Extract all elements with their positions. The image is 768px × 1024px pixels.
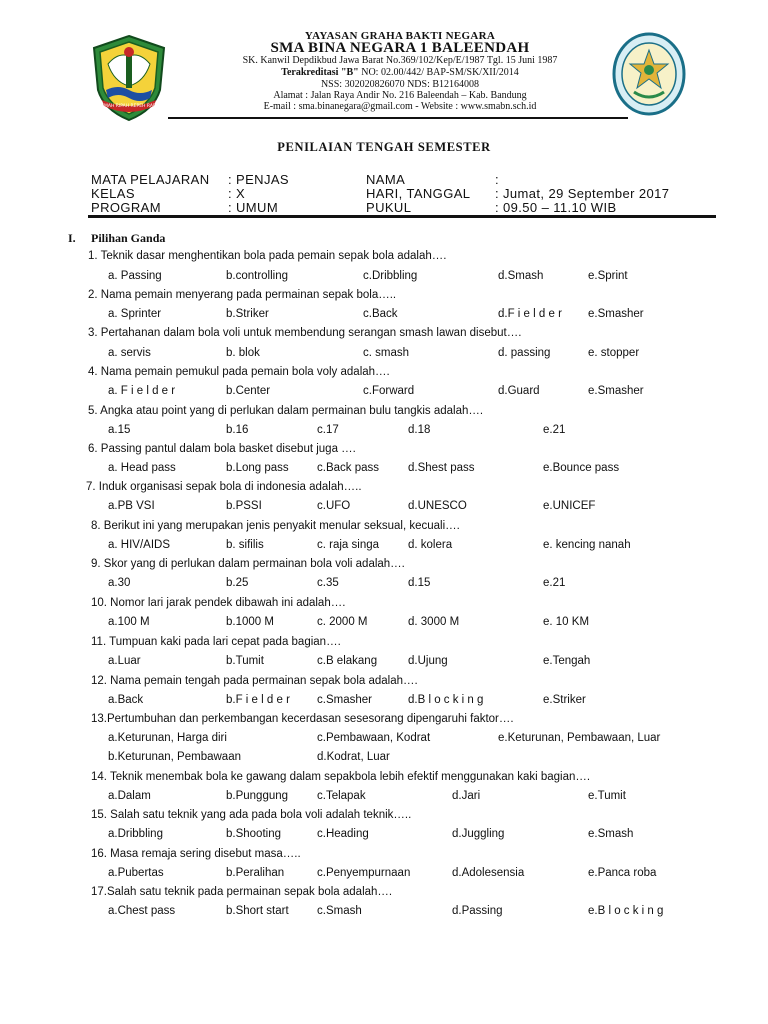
question-15-option-5: e.Smash <box>588 828 634 840</box>
contact-line: E-mail : sma.binanegara@gmail.com - Website : www.smabn.sch.id <box>263 101 537 112</box>
question-14-option-5: e.Tumit <box>588 790 626 802</box>
info-label-name: NAMA <box>366 172 406 187</box>
info-divider <box>88 215 716 218</box>
question-17-text: 17.Salah satu teknik pada permainan sepak bola adalah…. <box>91 886 393 898</box>
question-12-option-1: a.Back <box>108 694 144 706</box>
question-8-option-1: a. HIV/AIDS <box>108 539 170 551</box>
question-11-option-3: c.B elakang <box>317 655 378 667</box>
school-name: SMA BINA NEGARA 1 BALEENDAH <box>270 40 530 56</box>
question-6-option-5: e.Bounce pass <box>543 462 620 474</box>
question-10-option-5: e. 10 KM <box>543 616 590 628</box>
question-5-option-5: e.21 <box>543 424 566 436</box>
question-1-option-3: c.Dribbling <box>363 270 418 282</box>
info-label-class: KELAS <box>91 186 135 201</box>
question-14-option-3: c.Telapak <box>317 790 366 802</box>
exam-title: PENILAIAN TENGAH SEMESTER <box>277 140 491 154</box>
info-value-name: : <box>495 172 500 187</box>
question-16-option-5: e.Panca roba <box>588 867 657 879</box>
question-7-text: 7. Induk organisasi sepak bola di indonesia adalah….. <box>86 481 362 493</box>
question-13-option-2: c.Pembawaan, Kodrat <box>317 732 431 744</box>
question-4-option-4: d.Guard <box>498 385 540 397</box>
question-13-text: 13.Pertumbuhan dan perkembangan kecerdasan sesesorang dipengaruhi faktor…. <box>91 713 514 725</box>
info-value-subject: : PENJAS <box>228 172 289 187</box>
question-8-option-5: e. kencing nanah <box>543 539 631 551</box>
info-label-program: PROGRAM <box>91 200 161 215</box>
question-6-option-3: c.Back pass <box>317 462 379 474</box>
accreditation-label: Terakreditasi "B" <box>281 67 359 78</box>
info-label-date: HARI, TANGGAL <box>366 186 471 201</box>
question-12-option-3: c.Smasher <box>317 694 372 706</box>
question-12-text: 12. Nama pemain tengah pada permainan sepak bola adalah…. <box>91 675 418 687</box>
question-4-option-3: c.Forward <box>363 385 415 397</box>
address-line: Alamat : Jalan Raya Andir No. 216 Baleendah – Kab. Bandung <box>273 90 527 101</box>
question-7-option-5: e.UNICEF <box>543 500 596 512</box>
question-7-option-3: c.UFO <box>317 500 351 512</box>
question-9-option-2: b.25 <box>226 577 249 589</box>
accreditation-line <box>150 67 650 78</box>
question-3-option-4: d. passing <box>498 347 551 359</box>
question-7-option-2: b.PSSI <box>226 500 262 512</box>
question-6-option-2: b.Long pass <box>226 462 289 474</box>
question-15-option-3: c.Heading <box>317 828 369 840</box>
question-4-text: 4. Nama pemain pemukul pada pemain bola voly adalah…. <box>88 366 390 378</box>
question-17-option-1: a.Chest pass <box>108 905 176 917</box>
question-6-option-4: d.Shest pass <box>408 462 475 474</box>
question-17-option-2: b.Short start <box>226 905 289 917</box>
question-1-option-1: a. Passing <box>108 270 162 282</box>
question-8-option-2: b. sifilis <box>226 539 264 551</box>
question-10-option-3: c. 2000 M <box>317 616 368 628</box>
question-14-text: 14. Teknik menembak bola ke gawang dalam sepakbola lebih efektif menggunakan kaki bagian…. <box>91 771 591 783</box>
question-3-text: 3. Pertahanan dalam bola voli untuk membendung serangan smash lawan disebut…. <box>88 327 522 339</box>
question-5-option-2: b.16 <box>226 424 249 436</box>
question-16-option-3: c.Penyempurnaan <box>317 867 411 879</box>
question-11-option-2: b.Tumit <box>226 655 264 667</box>
question-8-option-4: d. kolera <box>408 539 453 551</box>
question-15-option-1: a.Dribbling <box>108 828 163 840</box>
question-4-option-1: a. F i e l d e r <box>108 385 176 397</box>
question-4-option-2: b.Center <box>226 385 271 397</box>
question-13-option-4: b.Keturunan, Pembawaan <box>108 751 241 763</box>
left-logo-motto: GEMAH RIPAH REPEH RAPIH <box>97 104 161 109</box>
question-13-option-5: d.Kodrat, Luar <box>317 751 390 763</box>
question-15-option-4: d.Juggling <box>452 828 505 840</box>
question-6-text: 6. Passing pantul dalam bola basket disebut juga …. <box>88 443 356 455</box>
question-1-text: 1. Teknik dasar menghentikan bola pada pemain sepak bola adalah…. <box>88 250 447 262</box>
question-14-option-4: d.Jari <box>452 790 481 802</box>
question-4-option-5: e.Smasher <box>588 385 644 397</box>
question-10-option-1: a.100 M <box>108 616 150 628</box>
foundation-name: YAYASAN GRAHA BAKTI NEGARA <box>304 30 496 42</box>
question-16-option-4: d.Adolesensia <box>452 867 525 879</box>
question-3-option-2: b. blok <box>226 347 260 359</box>
question-10-text: 10. Nomor lari jarak pendek dibawah ini adalah…. <box>91 597 346 609</box>
question-2-option-5: e.Smasher <box>588 308 644 320</box>
question-8-text: 8. Berikut ini yang merupakan jenis penyakit menular seksual, kecuali…. <box>91 520 460 532</box>
question-1-option-2: b.controlling <box>226 270 289 282</box>
question-17-option-5: e.B l o c k i n g <box>588 905 664 917</box>
question-1-option-5: e.Sprint <box>588 270 628 282</box>
question-16-option-2: b.Peralihan <box>226 867 285 879</box>
question-16-text: 16. Masa remaja sering disebut masa….. <box>91 848 301 860</box>
question-15-option-2: b.Shooting <box>226 828 281 840</box>
question-9-option-1: a.30 <box>108 577 131 589</box>
question-10-option-2: b.1000 M <box>226 616 274 628</box>
info-value-time: : 09.50 – 11.10 WIB <box>495 200 617 215</box>
question-9-text: 9. Skor yang di perlukan dalam permainan bola voli adalah…. <box>91 558 405 570</box>
question-17-option-4: d.Passing <box>452 905 503 917</box>
question-9-option-5: e.21 <box>543 577 566 589</box>
info-value-class: : X <box>228 186 246 201</box>
question-2-option-3: c.Back <box>363 308 398 320</box>
question-11-text: 11. Tumpuan kaki pada lari cepat pada bagian…. <box>91 636 341 648</box>
question-10-option-4: d. 3000 M <box>408 616 460 628</box>
letterhead-divider <box>168 117 628 119</box>
question-7-option-1: a.PB VSI <box>108 500 155 512</box>
info-label-time: PUKUL <box>366 200 412 215</box>
accreditation-number: NO: 02.00/442/ BAP-SM/SK/XII/2014 <box>358 67 519 78</box>
question-11-option-5: e.Tengah <box>543 655 591 667</box>
question-2-option-4: d.F i e l d e r <box>498 308 562 320</box>
question-16-option-1: a.Pubertas <box>108 867 164 879</box>
info-value-program: : UMUM <box>228 200 279 215</box>
question-12-option-2: b.F i e l d e r <box>226 694 290 706</box>
question-1-option-4: d.Smash <box>498 270 544 282</box>
question-14-option-1: a.Dalam <box>108 790 151 802</box>
question-5-option-1: a.15 <box>108 424 131 436</box>
section-title: Pilihan Ganda <box>91 231 166 245</box>
question-3-option-1: a. servis <box>108 347 151 359</box>
question-14-option-2: b.Punggung <box>226 790 289 802</box>
question-12-option-5: e.Striker <box>543 694 586 706</box>
question-2-text: 2. Nama pemain menyerang pada permainan sepak bola….. <box>88 289 397 301</box>
question-13-option-1: a.Keturunan, Harga diri <box>108 732 227 744</box>
section-number: I. <box>68 231 76 245</box>
question-2-option-2: b.Striker <box>226 308 269 320</box>
question-13-option-3: e.Keturunan, Pembawaan, Luar <box>498 732 661 744</box>
question-5-text: 5. Angka atau point yang di perlukan dalam permainan bulu tangkis adalah…. <box>88 405 484 417</box>
decree-line: SK. Kanwil Depdikbud Jawa Barat No.369/102/Kep/E/1987 Tgl. 15 Juni 1987 <box>242 55 558 66</box>
question-3-option-3: c. smash <box>363 347 410 359</box>
question-9-option-4: d.15 <box>408 577 431 589</box>
info-value-date: : Jumat, 29 September 2017 <box>495 186 670 201</box>
question-6-option-1: a. Head pass <box>108 462 176 474</box>
question-9-option-3: c.35 <box>317 577 339 589</box>
question-5-option-4: d.18 <box>408 424 431 436</box>
question-17-option-3: c.Smash <box>317 905 362 917</box>
question-8-option-3: c. raja singa <box>317 539 380 551</box>
question-11-option-1: a.Luar <box>108 655 141 667</box>
question-7-option-4: d.UNESCO <box>408 500 467 512</box>
question-12-option-4: d.B l o c k i n g <box>408 694 484 706</box>
question-5-option-3: c.17 <box>317 424 339 436</box>
question-2-option-1: a. Sprinter <box>108 308 162 320</box>
nss-line: NSS: 302020826070 NDS: B12164008 <box>320 79 480 90</box>
question-11-option-4: d.Ujung <box>408 655 448 667</box>
info-label-subject: MATA PELAJARAN <box>91 172 210 187</box>
question-15-text: 15. Salah satu teknik yang ada pada bola voli adalah teknik….. <box>91 809 412 821</box>
question-3-option-5: e. stopper <box>588 347 640 359</box>
